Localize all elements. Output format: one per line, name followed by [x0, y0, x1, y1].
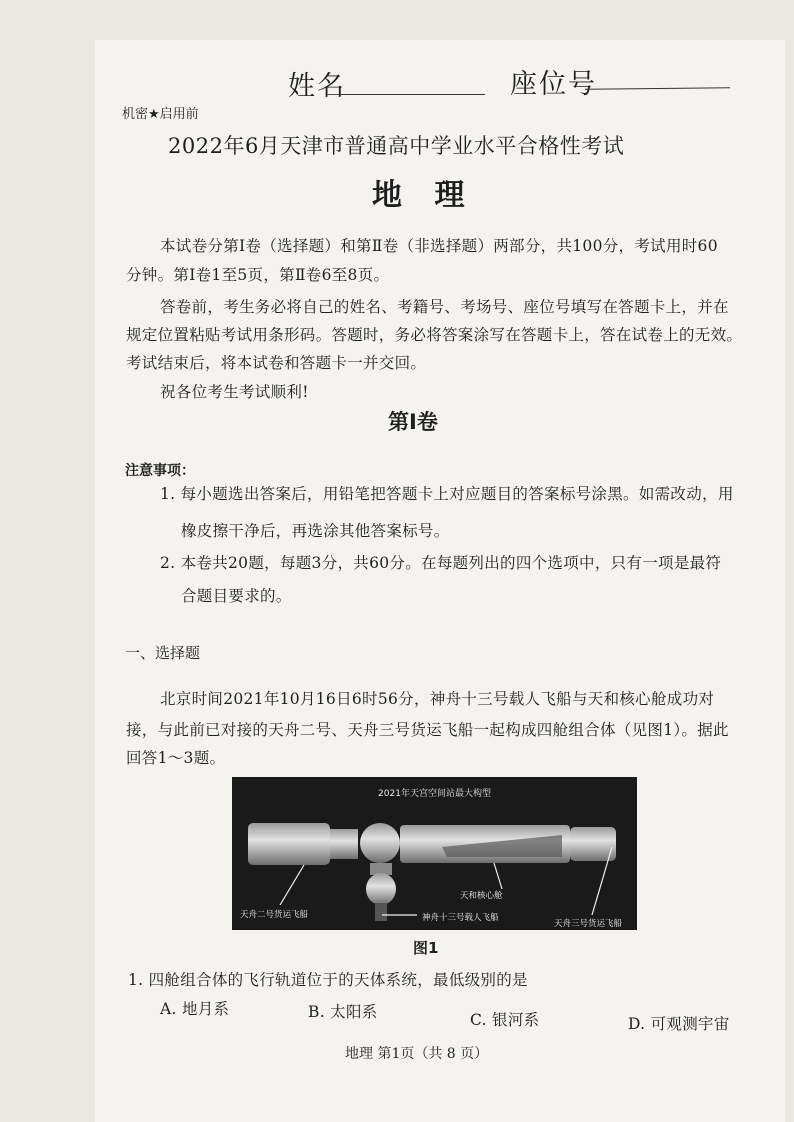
note-1-line-2: 橡皮擦干净后，再选涂其他答案标号。 — [181, 522, 450, 540]
intro-line-1: 本试卷分第Ⅰ卷（选择题）和第Ⅱ卷（非选择题）两部分，共100分，考试用时60 — [160, 237, 718, 255]
intro-line-5: 考试结束后，将本试卷和答题卡一并交回。 — [126, 354, 427, 372]
page-footer: 地理 第1页（共 8 页） — [345, 1046, 489, 1062]
section-title: 第Ⅰ卷 — [388, 410, 438, 434]
option-b[interactable]: B. 太阳系 — [308, 1003, 378, 1021]
note-1-line-1: 1. 每小题选出答案后，用铅笔把答题卡上对应题目的答案标号涂黑。如需改动，用 — [160, 485, 734, 503]
passage-line-3: 回答1～3题。 — [126, 749, 226, 767]
label-tianzhou-3: 天舟三号货运飞船 — [554, 919, 623, 929]
option-c[interactable]: C. 银河系 — [470, 1011, 540, 1029]
seat-label: 座位号 — [510, 69, 597, 100]
label-shenzhou-13: 神舟十三号载人飞船 — [422, 913, 499, 923]
secret-label: 机密★启用前 — [122, 107, 199, 122]
part-one-heading: 一、选择题 — [125, 644, 201, 662]
note-2-line-1: 2. 本卷共20题，每题3分，共60分。在每题列出的四个选项中，只有一项是最符 — [160, 554, 722, 572]
space-station-figure — [232, 777, 637, 930]
subject-title: 地 理 — [372, 178, 465, 213]
intro-line-4: 规定位置粘贴考试用条形码。答题时，务必将答案涂写在答题卡上，答在试卷上的无效。 — [126, 326, 743, 344]
exam-title: 2022年6月天津市普通高中学业水平合格性考试 — [168, 134, 625, 158]
note-2-line-2: 合题目要求的。 — [181, 587, 292, 605]
label-tianzhou-2: 天舟二号货运飞船 — [240, 910, 309, 920]
question-1-stem: 1. 四舱组合体的飞行轨道位于的天体系统，最低级别的是 — [128, 971, 528, 989]
intro-line-2: 分钟。第Ⅰ卷1至5页，第Ⅱ卷6至8页。 — [126, 266, 390, 284]
option-d[interactable]: D. 可观测宇宙 — [628, 1015, 730, 1033]
name-blank-line — [340, 94, 485, 95]
figure-caption: 图1 — [413, 939, 439, 957]
intro-line-3: 答卷前，考生务必将自己的姓名、考籍号、考场号、座位号填写在答题卡上，并在 — [160, 298, 729, 316]
name-label: 姓名 — [288, 71, 346, 102]
figure-title: 2021年天宫空间站最大构型 — [378, 789, 491, 799]
passage-line-1: 北京时间2021年10月16日6时56分，神舟十三号载人飞船与天和核心舱成功对 — [160, 690, 715, 708]
intro-line-6: 祝各位考生考试顺利! — [160, 383, 309, 401]
notes-heading: 注意事项： — [125, 463, 195, 479]
label-core-module: 天和核心舱 — [460, 891, 503, 901]
option-a[interactable]: A. 地月系 — [160, 1000, 230, 1018]
passage-line-2: 接，与此前已对接的天舟二号、天舟三号货运飞船一起构成四舱组合体（见图1）。据此 — [126, 721, 729, 739]
